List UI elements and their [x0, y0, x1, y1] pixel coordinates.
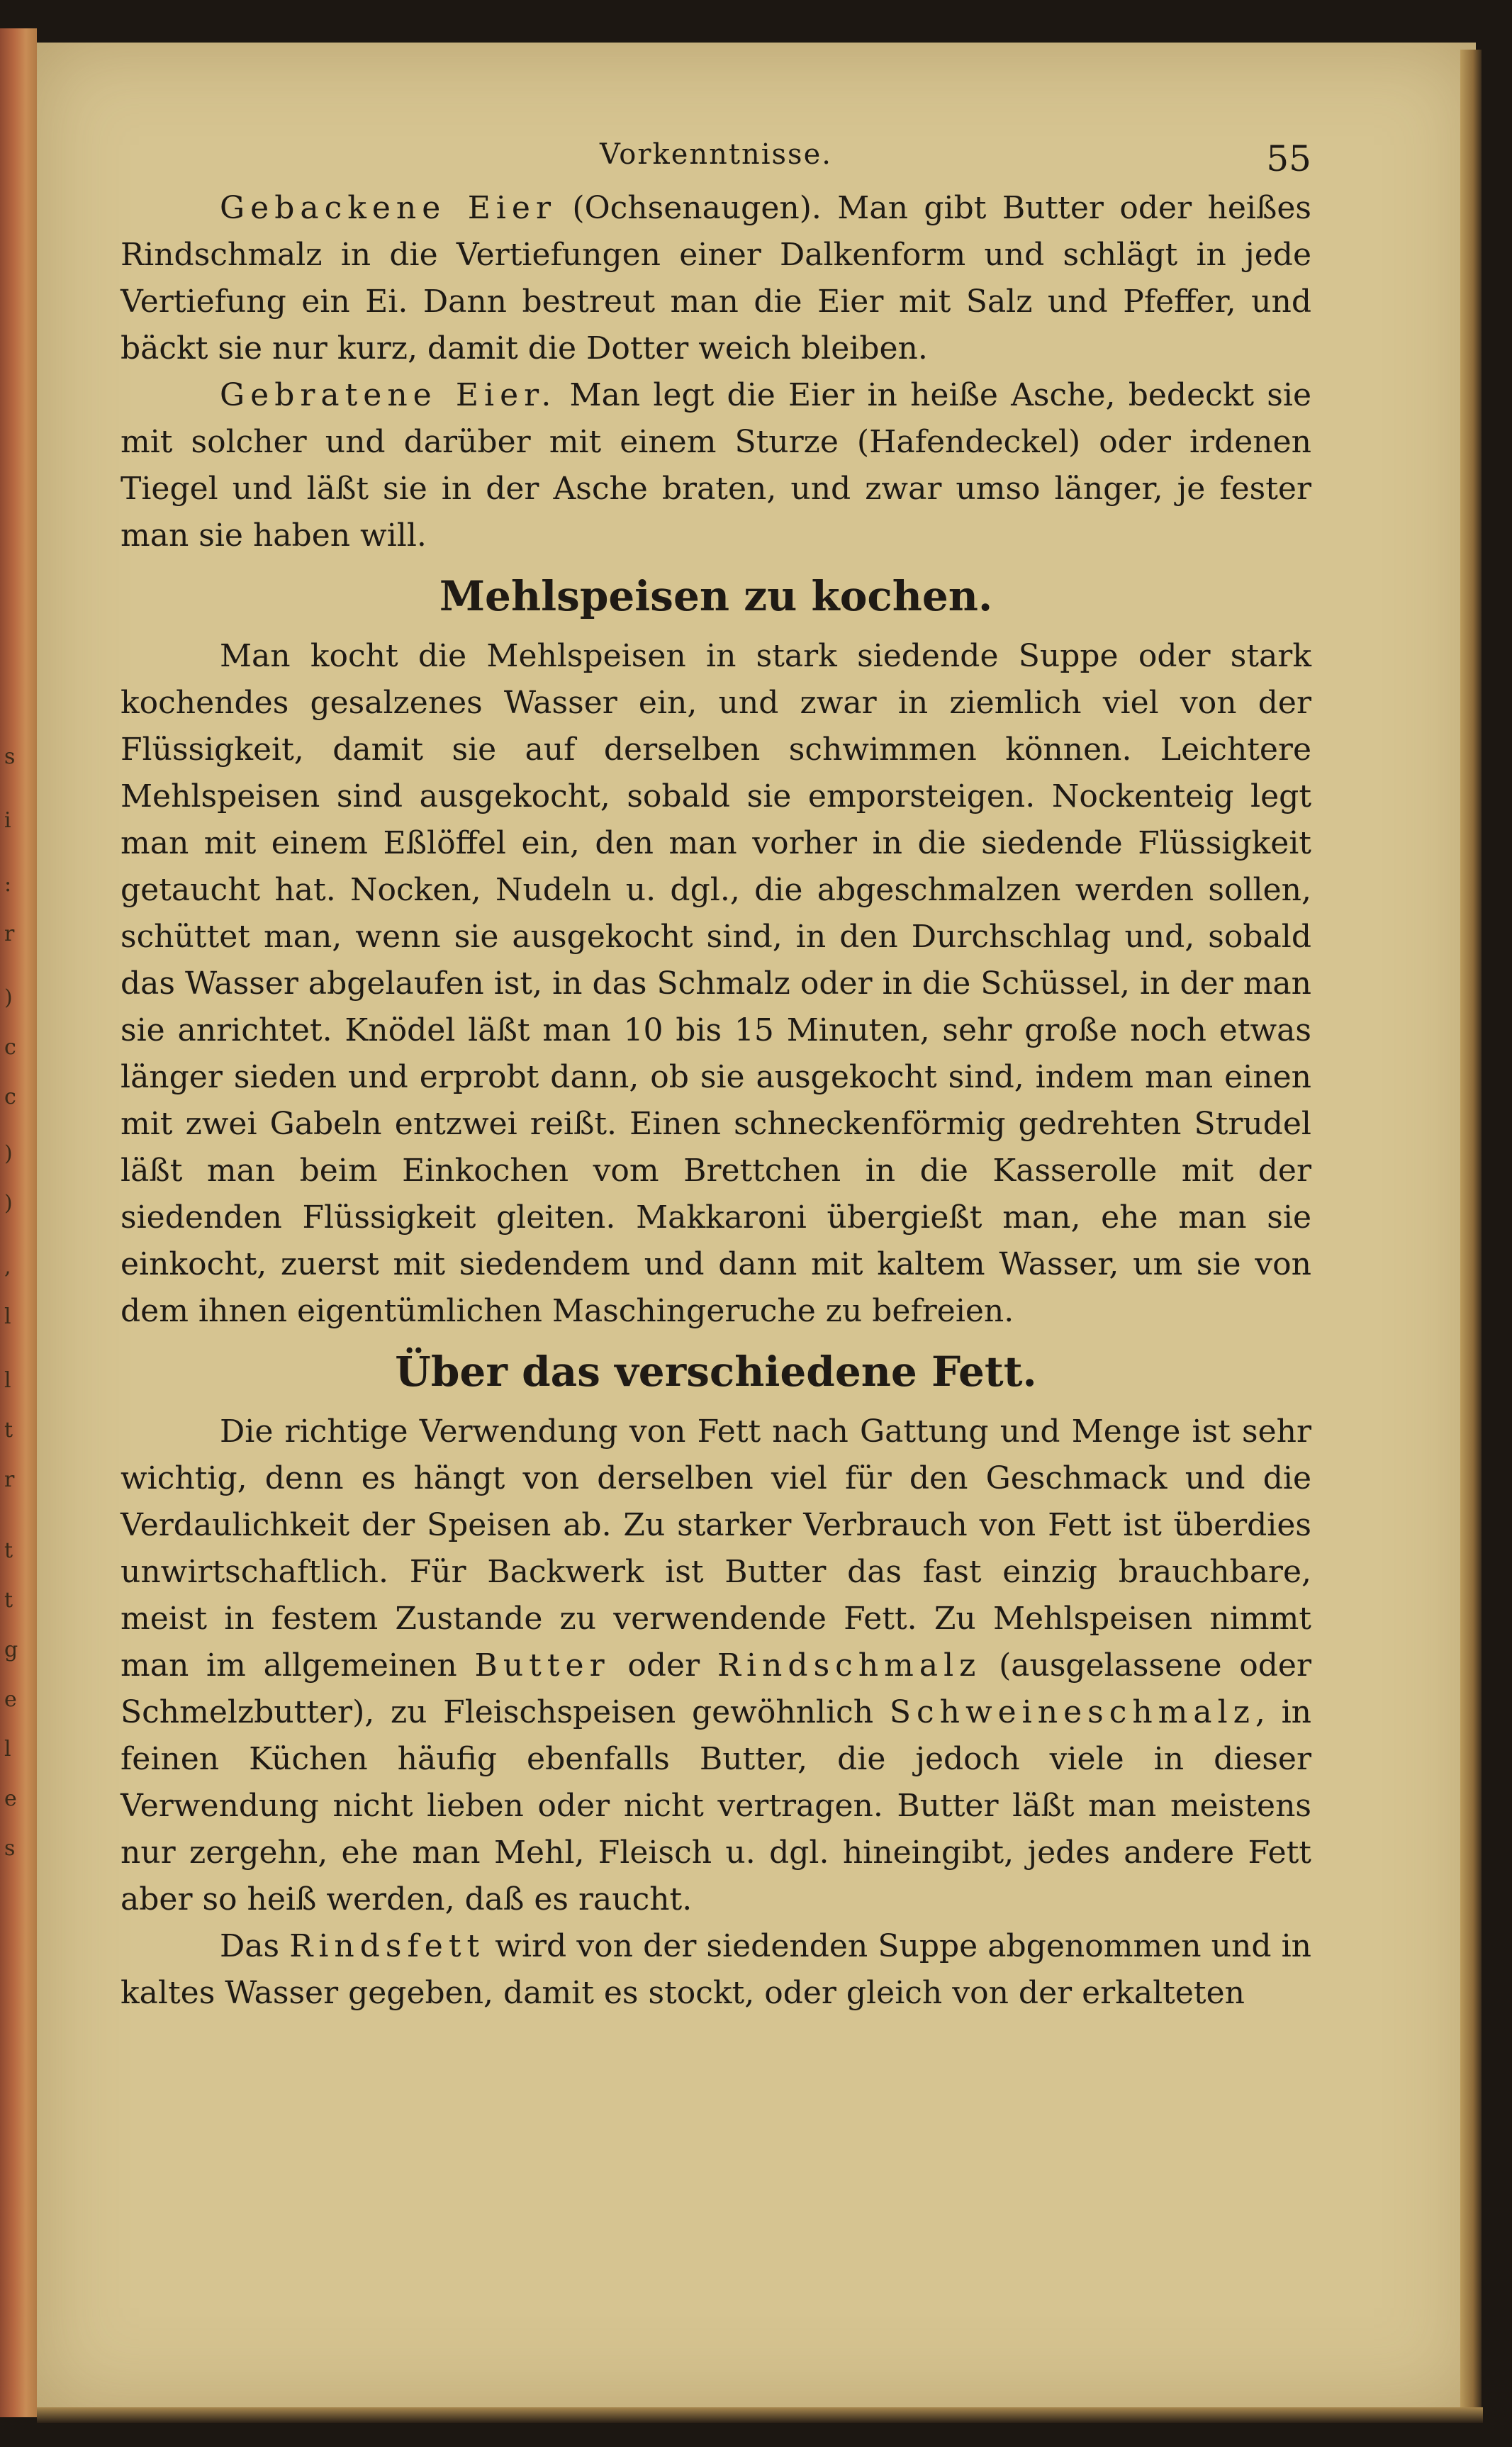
running-title: Vorkenntnisse. [600, 138, 832, 171]
margin-fragment: r [4, 922, 15, 946]
margin-fragment: s [4, 1836, 16, 1861]
paragraph-fat [121, 1409, 1311, 1923]
text-fried-eggs: (Ochsenaugen). Man gibt Butter oder heißes Rindschmalz in die Vertiefungen einer Dalkenform und schlägt in jede Vertiefung ein Ei. Dann bestreut man die Eier mit Salz und Pfeffer, und bäckt sie nur kurz, damit die Dotter weich bleiben. [121, 190, 1311, 366]
margin-fragment: c [4, 1085, 16, 1109]
bottom-page-edge [37, 2407, 1483, 2423]
text-roasted-eggs: Man legt die Eier in heiße Asche, bedeckt sie mit solcher und darüber mit einem Sturze (Hafendeckel) oder irdenen Tiegel und läßt sie in der Asche braten, und zwar umso länger, je fester man sie haben will. [121, 377, 1311, 554]
right-page-edge [1460, 50, 1482, 2410]
margin-fragment: i [4, 808, 11, 833]
margin-fragment: r [4, 1467, 15, 1492]
text-fat-2: oder [610, 1647, 717, 1684]
page-number: 55 [1266, 138, 1311, 179]
paragraph-roasted-eggs [121, 372, 1311, 559]
margin-fragment: l [4, 1737, 11, 1762]
paragraph-beef-fat [121, 1923, 1311, 2017]
text-beef-fat: wird von der siedenden Suppe abgenommen und in kaltes Wasser gegeben, damit es stockt, oder gleich von der erkalteten [121, 1928, 1312, 2011]
margin-fragment: ) [4, 985, 13, 1010]
margin-fragment: e [4, 1786, 17, 1811]
margin-fragment: l [4, 1368, 11, 1393]
margin-fragment: e [4, 1687, 17, 1712]
margin-fragment: t [4, 1588, 13, 1613]
left-page-margin-fragments [0, 744, 21, 2162]
term-rindschmalz: Rindschmalz [717, 1647, 982, 1684]
running-header [121, 138, 1311, 181]
paragraph-flour-dishes: Man kocht die Mehlspeisen in stark siedende Suppe oder stark kochendes gesalzenes Wasser ein, und zwar in ziemlich viel von der Flüssigkeit, damit sie auf derselben schwimmen können. Leichtere Mehlspeisen sind ausgekocht, sobald sie emporsteigen. Nockenteig legt man mit einem Eßlöffel ein, den man vorher in die siedende Flüssigkeit getaucht hat. Nocken, Nudeln u. dgl., die abgeschmalzen werden sollen, schüttet man, wenn sie ausgekocht sind, in den Durchschlag und, sobald das Wasser abgelaufen ist, in das Schmalz oder in die Schüssel, in der man sie anrichtet. Knödel läßt man 10 bis 15 Minuten, sehr große noch etwas länger sieden und erprobt dann, ob sie ausgekocht sind, indem man einen mit zwei Gabeln entzwei reißt. Einen schneckenförmig gedrehten Strudel läßt man beim Einkochen vom Brettchen in die Kasserolle mit der siedenden Flüssigkeit gleiten. Makkaroni übergießt man, ehe man sie einkocht, zuerst mit siedendem und dann mit kaltem Wasser, um sie von dem ihnen eigentümlichen Maschingeruche zu befreien. [121, 638, 1311, 1329]
term-roasted-eggs: Gebratene Eier. [220, 377, 557, 413]
margin-fragment: t [4, 1538, 13, 1563]
term-butter: Butter [474, 1647, 610, 1684]
margin-fragment: : [4, 872, 12, 897]
page-content [121, 138, 1311, 2017]
text-fat-3: (ausgelassene oder Schmelzbutter), zu Fleischspeisen gewöhnlich [121, 1647, 1311, 1730]
text-beef-fat-lead: Das [220, 1928, 290, 1964]
text-fat-1: Die richtige Verwendung von Fett nach Gattung und Menge ist sehr wichtig, denn es hängt von derselben viel für den Geschmack und die Verdaulichkeit der Speisen ab. Zu starker Verbrauch von Fett ist überdies unwirtschaftlich. Für Backwerk ist Butter das fast einzig brauchbare, meist in festem Zustande zu verwendende Fett. Zu Mehlspeisen nimmt man im allgemeinen [121, 1413, 1311, 1684]
margin-fragment: l [4, 1304, 11, 1329]
term-schweineschmalz: Schweineschmalz [889, 1694, 1255, 1730]
heading-fat: Über das verschiedene Fett. [395, 1348, 1037, 1396]
margin-fragment: ) [4, 1191, 13, 1216]
paragraph-fried-eggs [121, 185, 1311, 372]
text-fat-4: , in feinen Küchen häufig ebenfalls Butter, die jedoch viele in dieser Verwendung nicht lieben oder nicht vertragen. Butter läßt man meistens nur zergehn, ehe man Mehl, Fleisch u. dgl. hineingibt, jedes andere Fett aber so heiß werden, daß es raucht. [121, 1694, 1311, 1917]
margin-fragment: c [4, 1035, 16, 1060]
margin-fragment: g [4, 1637, 18, 1662]
term-rindsfett: Rindsfett [289, 1928, 486, 1964]
heading-flour-dishes: Mehlspeisen zu kochen. [439, 572, 993, 620]
margin-fragment: s [4, 744, 16, 769]
term-fried-eggs: Gebackene Eier [220, 190, 556, 226]
margin-fragment: ) [4, 1141, 13, 1166]
margin-fragment: , [4, 1255, 11, 1280]
margin-fragment: t [4, 1418, 13, 1443]
